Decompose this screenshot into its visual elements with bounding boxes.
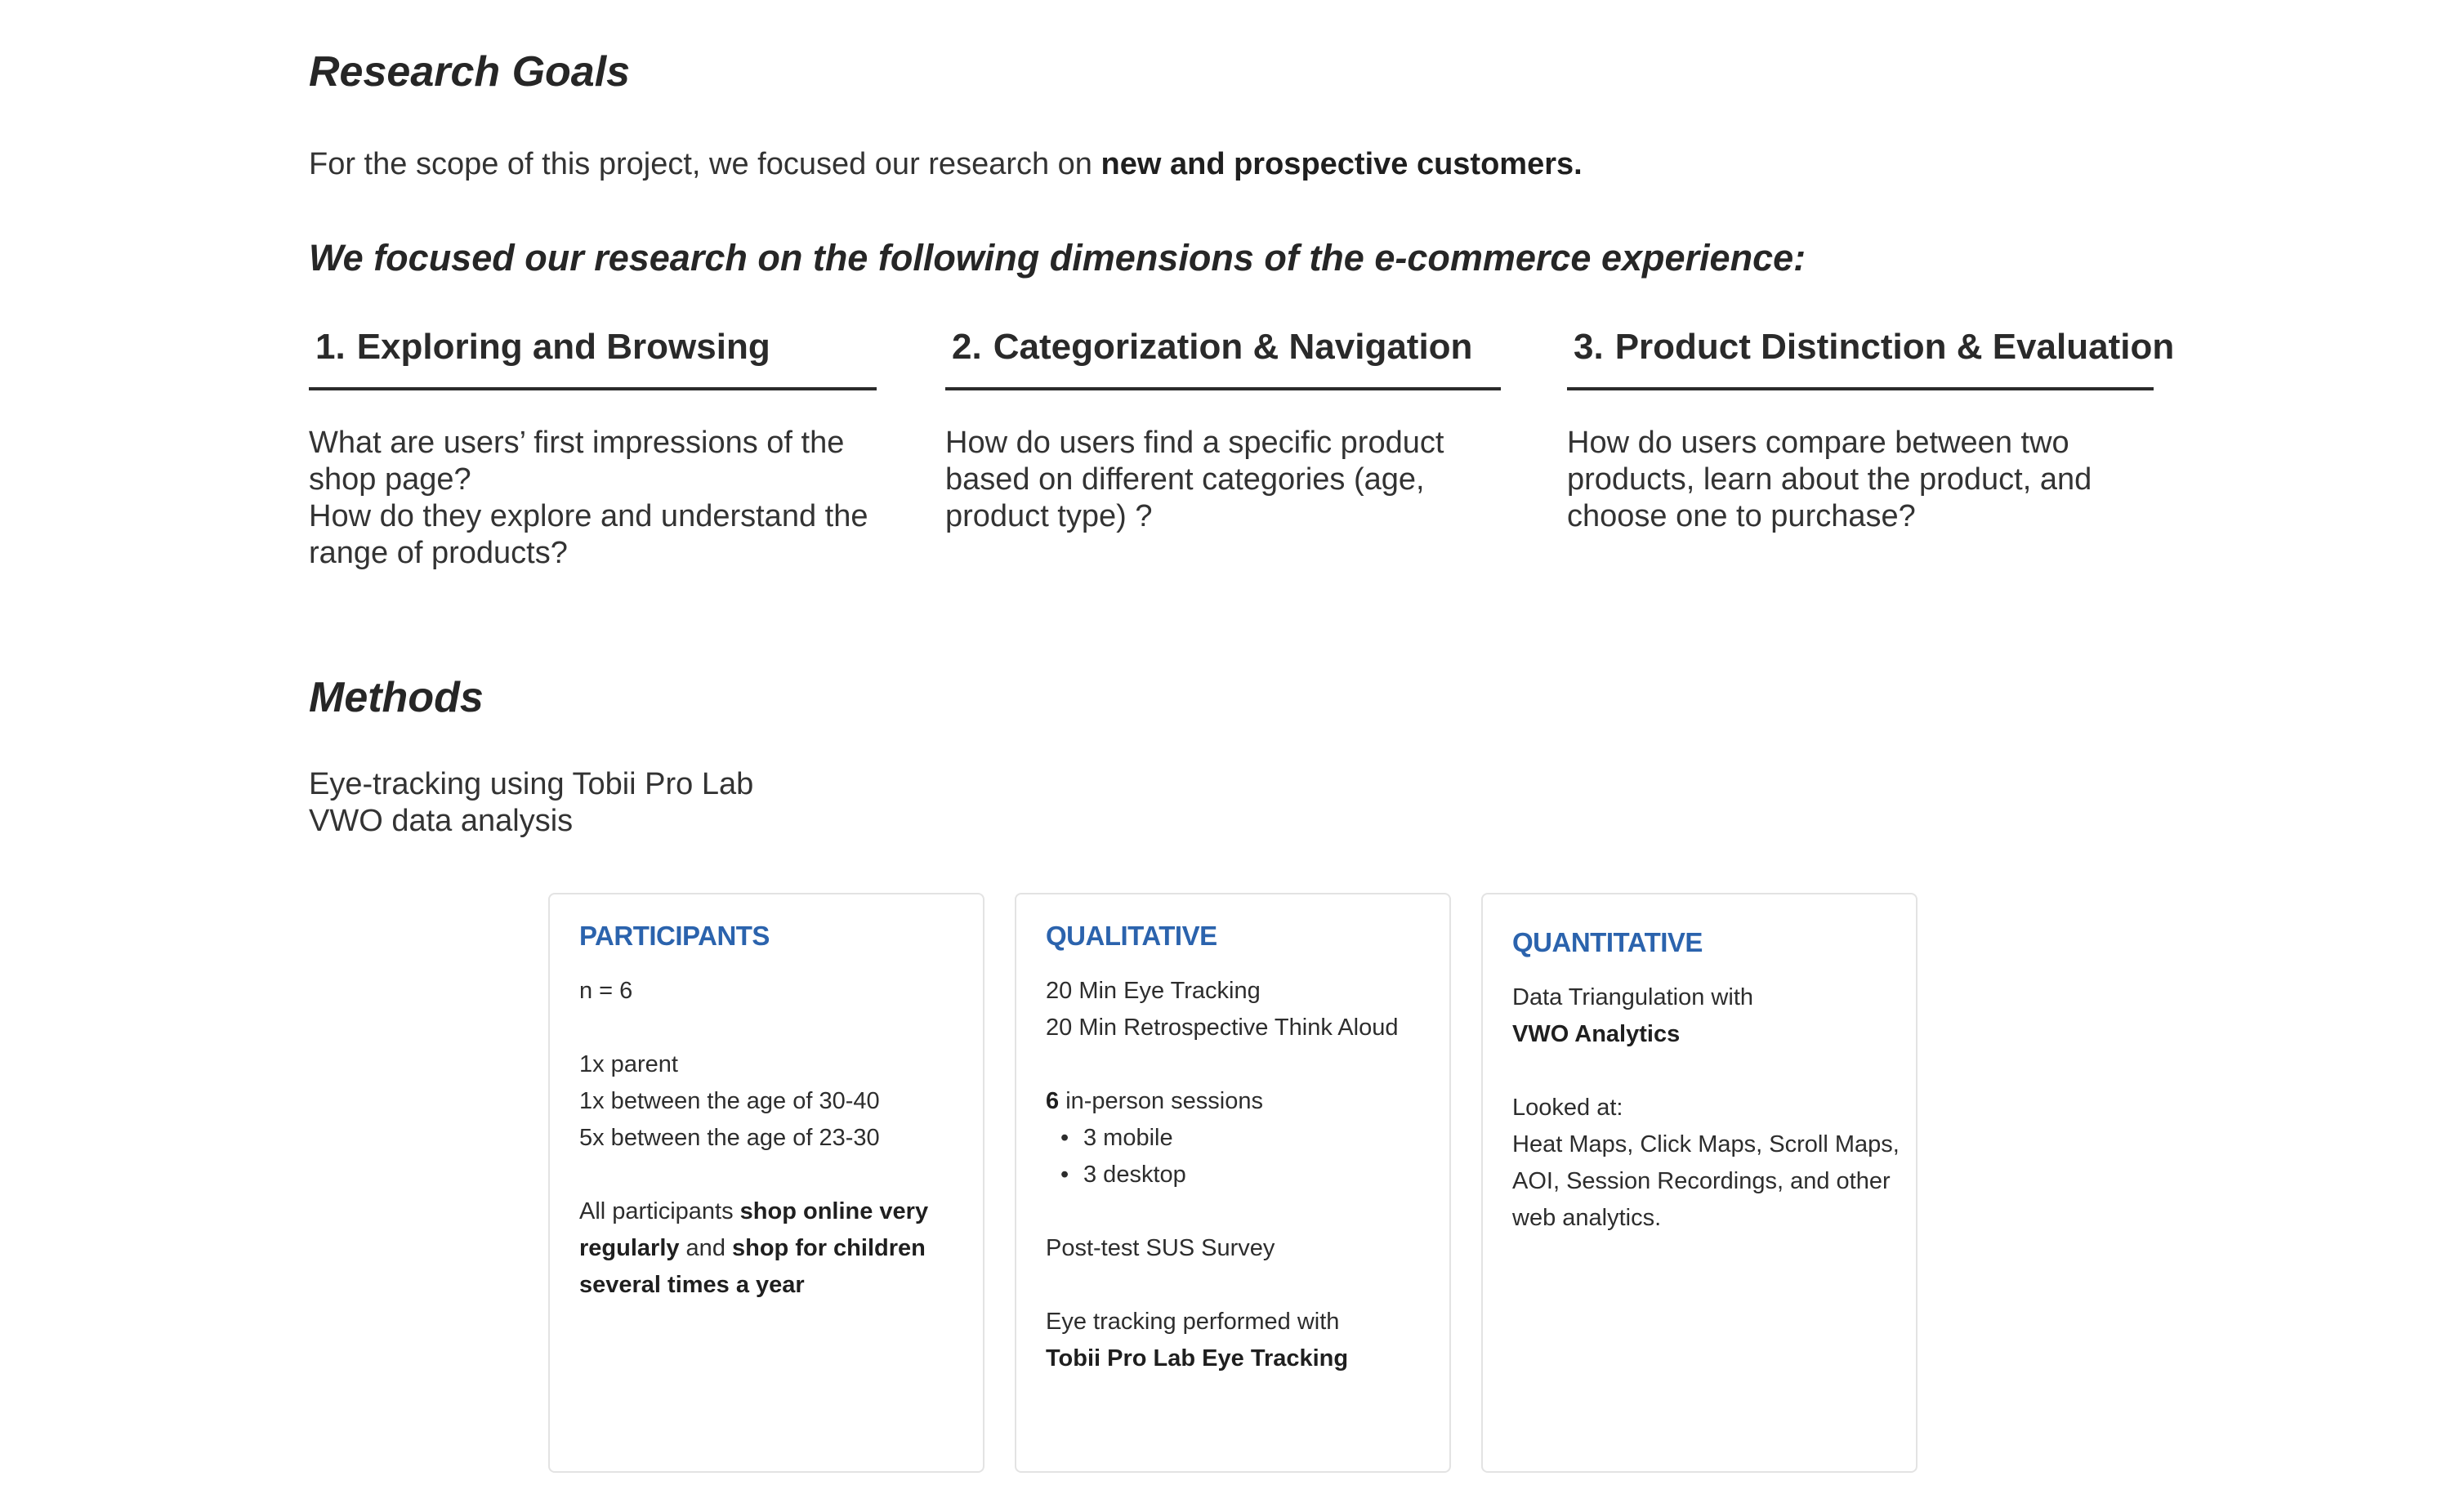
session-bullet: • 3 mobile: [1046, 1120, 1420, 1157]
scope-emphasis: new and prospective customers.: [1100, 147, 1583, 181]
scope-statement: [309, 147, 1583, 182]
question-line: based on different categories (age,: [945, 462, 1425, 497]
participant-breakdown: 5x between the age of 23-30: [579, 1125, 880, 1151]
participant-breakdown: 1x between the age of 30-40: [579, 1088, 880, 1114]
dimension-title: [945, 327, 1501, 390]
question-line: choose one to purchase?: [1567, 499, 1916, 533]
card-body: [579, 973, 953, 1304]
looked-at-label: Looked at:: [1512, 1095, 1623, 1121]
question-line: range of products?: [309, 536, 568, 570]
session-bullet: • 3 desktop: [1046, 1157, 1420, 1193]
quantitative-card: [1481, 893, 1917, 1473]
dimension-title: [309, 327, 877, 390]
qualitative-method: 20 Min Retrospective Think Aloud: [1046, 1015, 1399, 1041]
dimension-title-text: Categorization & Navigation: [993, 327, 1473, 367]
question-line: How do they explore and understand the: [309, 499, 868, 533]
tracking-tool: Tobii Pro Lab Eye Tracking: [1046, 1345, 1349, 1372]
sample-size: n = 6: [579, 978, 633, 1004]
dimensions-heading: We focused our research on the following dimensions of the e-commerce experience:: [309, 237, 1806, 279]
question-line: shop page?: [309, 462, 471, 497]
dimension-title: [1567, 327, 2175, 390]
survey-line: Post-test SUS Survey: [1046, 1235, 1275, 1261]
analytics-items: Heat Maps, Click Maps, Scroll Maps,: [1512, 1131, 1900, 1157]
participant-breakdown: 1x parent: [579, 1051, 678, 1077]
question-line: product type) ?: [945, 499, 1153, 533]
method-item: Eye-tracking using Tobii Pro Lab: [309, 767, 754, 801]
method-item: VWO data analysis: [309, 804, 574, 838]
qualitative-method: 20 Min Eye Tracking: [1046, 978, 1261, 1004]
participant-summary: several times a year: [579, 1272, 805, 1298]
dimension-number: 2.: [952, 327, 982, 367]
card-body: [1046, 973, 1420, 1377]
triangulation-line: Data Triangulation with: [1512, 984, 1753, 1010]
qualitative-card: [1015, 893, 1451, 1473]
dimension-title-text: Product Distinction & Evaluation: [1614, 327, 2175, 367]
card-title: QUALITATIVE: [1046, 921, 1217, 951]
dimension-questions: [1567, 425, 2154, 535]
research-goals-title: Research Goals: [309, 48, 631, 96]
analytics-items: AOI, Session Recordings, and other: [1512, 1168, 1891, 1194]
analytics-tool: VWO Analytics: [1512, 1021, 1681, 1047]
card-title: PARTICIPANTS: [579, 921, 770, 951]
analytics-items: web analytics.: [1512, 1205, 1662, 1231]
methods-title: Methods: [309, 674, 484, 721]
methods-list: [309, 766, 753, 840]
card-title: QUANTITATIVE: [1512, 927, 1703, 957]
participants-card: [548, 893, 984, 1473]
dimension-questions: [945, 425, 1501, 535]
dimension-categorization: [945, 327, 1501, 535]
dimension-exploring: [309, 327, 877, 572]
question-line: products, learn about the product, and: [1567, 462, 2092, 497]
card-body: [1512, 979, 1900, 1237]
sessions-count: 6: [1046, 1088, 1060, 1114]
question-line: How do users find a specific product: [945, 426, 1444, 460]
sessions-line: 6 in-person sessions: [1046, 1088, 1263, 1114]
dimension-title-text: Exploring and Browsing: [356, 327, 770, 367]
dimension-distinction: [1567, 327, 2175, 535]
dimension-questions: [309, 425, 877, 572]
question-line: What are users’ first impressions of the: [309, 426, 845, 460]
tracking-line: Eye tracking performed with: [1046, 1309, 1340, 1335]
dimension-number: 1.: [315, 327, 346, 367]
participant-summary: regularly and shop for children: [579, 1235, 926, 1261]
dimension-number: 3.: [1574, 327, 1604, 367]
scope-text: For the scope of this project, we focused our research on: [309, 147, 1101, 181]
question-line: How do users compare between two: [1567, 426, 2069, 460]
participant-summary: All participants shop online very: [579, 1198, 929, 1224]
